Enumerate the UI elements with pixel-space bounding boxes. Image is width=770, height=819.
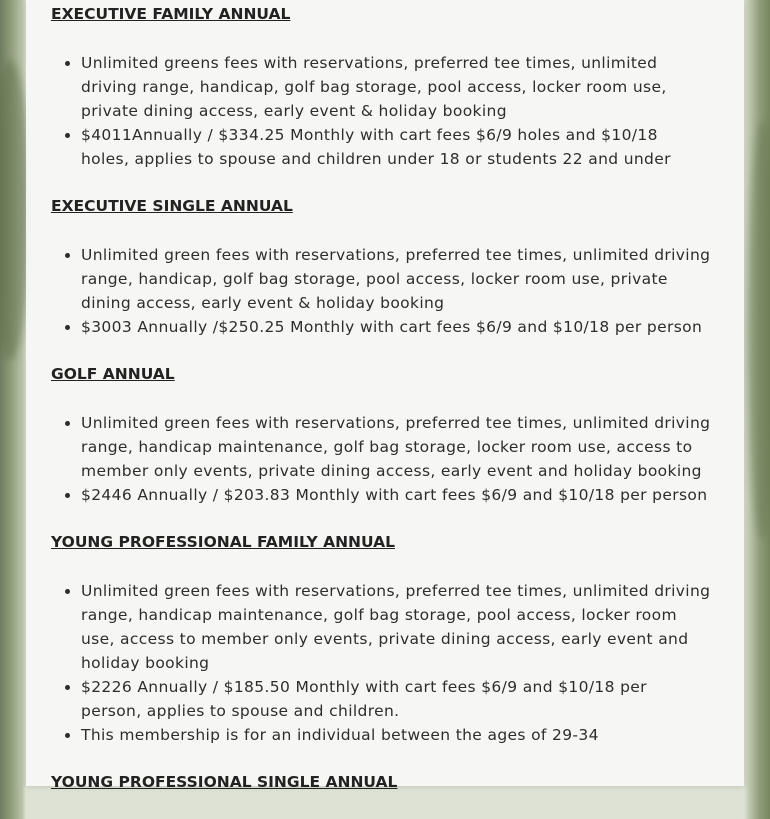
content-panel bbox=[26, 0, 744, 791]
section-heading: YOUNG PROFESSIONAL SINGLE ANNUAL bbox=[51, 773, 398, 791]
bullet-list bbox=[51, 579, 711, 747]
section-heading: EXECUTIVE FAMILY ANNUAL bbox=[51, 5, 291, 23]
membership-section bbox=[51, 4, 711, 171]
membership-section bbox=[51, 532, 711, 747]
list-item: • Unlimited greens fees with reservations, preferred tee times, unlimited driving range, handicap, golf bag storage, pool access, locker room use, private dining access, early event & holiday booking bbox=[81, 51, 711, 123]
list-item: • Unlimited green fees with reservations, preferred tee times, unlimited driving range, handicap maintenance, golf bag storage, locker room use, access to member only events, private dining access, early event and holiday booking bbox=[81, 411, 711, 483]
membership-list bbox=[51, 4, 711, 819]
membership-section bbox=[51, 196, 711, 339]
section-heading: GOLF ANNUAL bbox=[51, 365, 175, 383]
list-item: • $3003 Annually /$250.25 Monthly with cart fees $6/9 and $10/18 per person bbox=[81, 315, 711, 339]
membership-section bbox=[51, 364, 711, 507]
section-heading: EXECUTIVE SINGLE ANNUAL bbox=[51, 197, 293, 215]
membership-section bbox=[51, 772, 711, 792]
bullet-list bbox=[51, 411, 711, 507]
list-item: • This membership is for an individual between the ages of 29-34 bbox=[81, 723, 711, 747]
bullet-list bbox=[51, 51, 711, 171]
list-item: • Unlimited green fees with reservations, preferred tee times, unlimited driving range, handicap maintenance, golf bag storage, pool access, locker room use, access to member only events, private dining access, early event and holiday booking bbox=[81, 579, 711, 675]
list-item: • Unlimited green fees with reservations, preferred tee times, unlimited driving range, handicap, golf bag storage, pool access, locker room use, private dining access, early event & holiday booking bbox=[81, 243, 711, 315]
list-item: • $4011Annually / $334.25 Monthly with cart fees $6/9 holes and $10/18 holes, applies to spouse and children under 18 or students 22 and under bbox=[81, 123, 711, 171]
section-heading: YOUNG PROFESSIONAL FAMILY ANNUAL bbox=[51, 533, 395, 551]
list-item: • $2446 Annually / $203.83 Monthly with cart fees $6/9 and $10/18 per person bbox=[81, 483, 711, 507]
background-foliage-right bbox=[748, 120, 770, 540]
list-item: • $2226 Annually / $185.50 Monthly with cart fees $6/9 and $10/18 per person, applies to spouse and children. bbox=[81, 675, 711, 723]
bullet-list bbox=[51, 243, 711, 339]
